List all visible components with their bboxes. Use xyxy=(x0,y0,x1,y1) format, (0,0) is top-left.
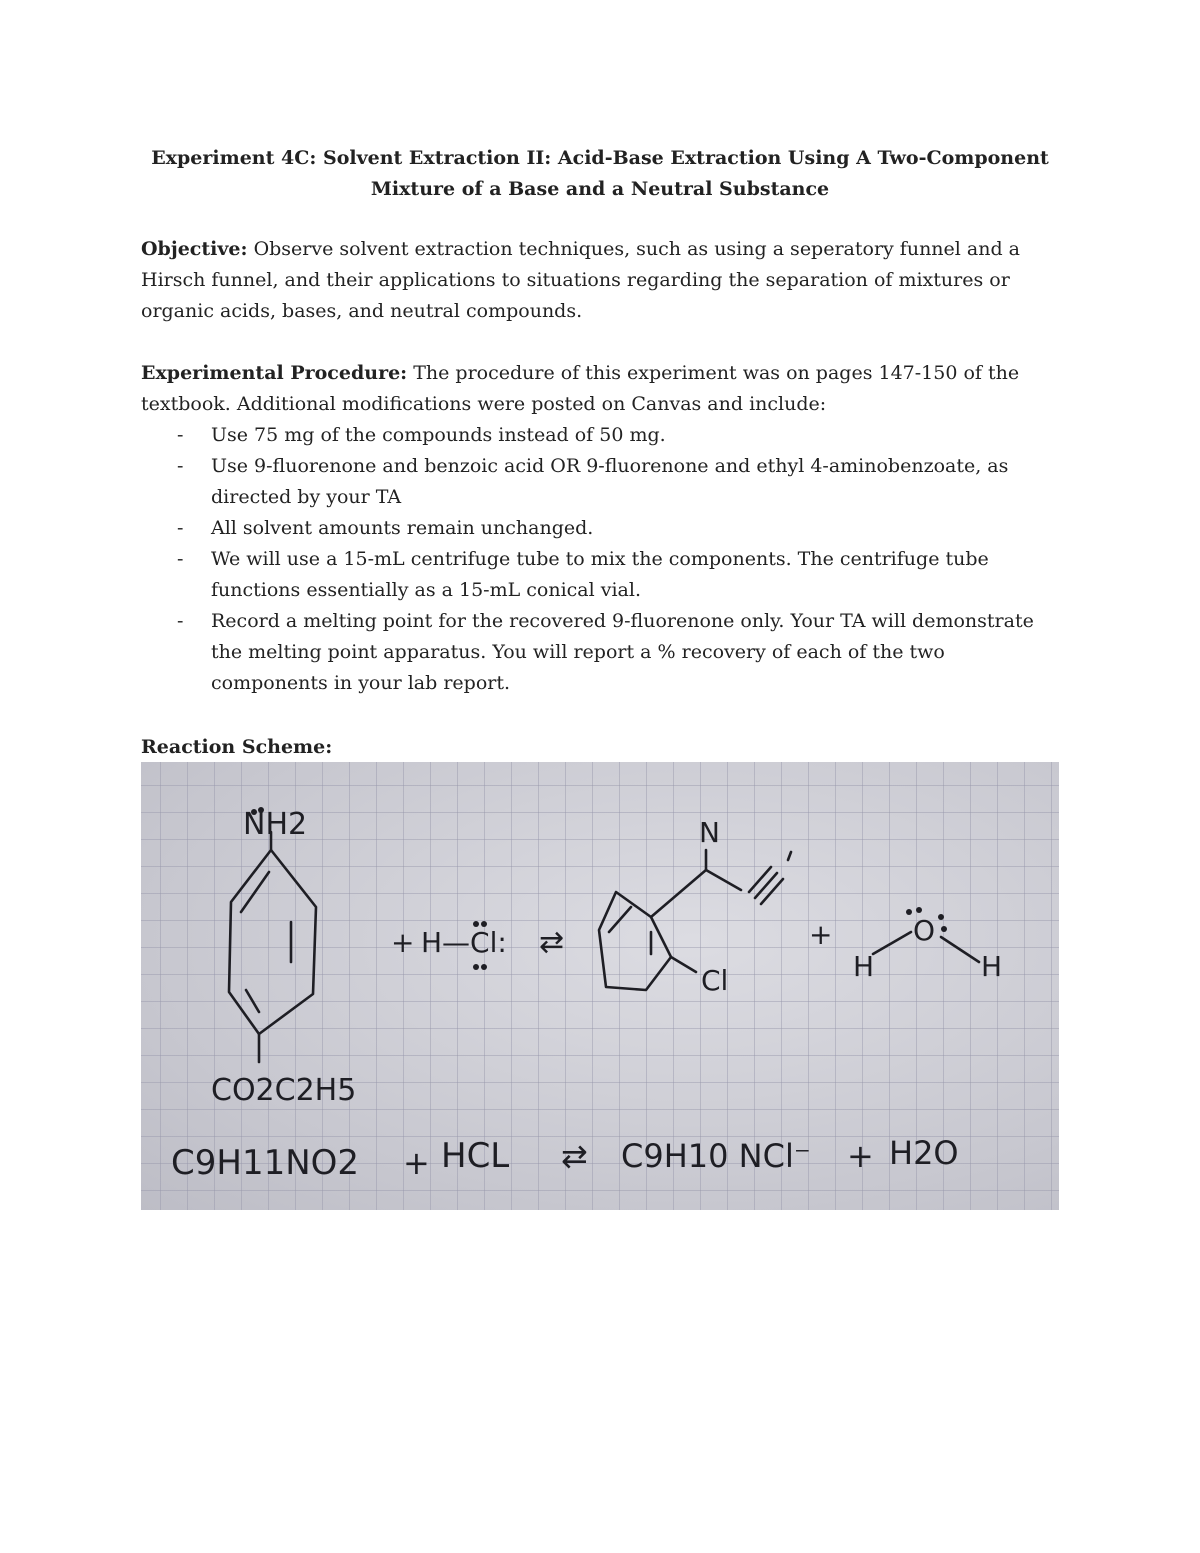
title-line-2: Mixture of a Base and a Neutral Substance xyxy=(370,178,830,200)
double-bond-line xyxy=(241,872,269,912)
bond-line xyxy=(788,852,791,860)
reaction-scheme-heading: Reaction Scheme: xyxy=(141,736,333,758)
plus-sign: + xyxy=(809,918,833,951)
formula-reactant: C9H11NO2 xyxy=(171,1143,360,1183)
oxygen-label: O xyxy=(913,914,936,947)
double-bond-line xyxy=(246,990,259,1012)
bond-line xyxy=(873,932,911,954)
list-item xyxy=(141,513,1066,544)
bullet-dash: - xyxy=(177,610,184,632)
hydrogen-label: H xyxy=(981,950,1003,983)
list-item-text: Use 9-fluorenone and benzoic acid OR 9-fluorenone and ethyl 4-aminobenzoate, as directed by your TA xyxy=(211,455,1009,508)
objective-paragraph xyxy=(141,234,1066,327)
formula-product: C9H10 NCl⁻ xyxy=(621,1137,811,1175)
procedure-label: Experimental Procedure: xyxy=(141,362,408,384)
hydrogen-label: H xyxy=(853,950,875,983)
formula-water: H2O xyxy=(889,1134,959,1172)
list-item xyxy=(141,451,1066,513)
bond-line xyxy=(651,870,741,917)
bullet-dash: - xyxy=(177,455,184,477)
formula-hcl: HCL xyxy=(441,1136,510,1176)
list-item-text: All solvent amounts remain unchanged. xyxy=(211,517,594,539)
reaction-scheme-drawing xyxy=(141,762,1059,1210)
lone-pair-dot xyxy=(938,914,944,920)
triple-bond-line xyxy=(755,873,777,898)
list-item-text: We will use a 15-mL centrifuge tube to mix the components. The centrifuge tube functions essentially as a 15-mL conical vial. xyxy=(211,548,989,601)
lone-pair-dot xyxy=(916,907,922,913)
objective-label: Objective: xyxy=(141,238,248,260)
list-item xyxy=(141,544,1066,606)
list-item-text: Record a melting point for the recovered 9-fluorenone only. Your TA will demonstrate the melting point apparatus. You will report a % recovery of each of the two components in your lab report. xyxy=(211,610,1034,694)
bullet-dash: - xyxy=(177,424,184,446)
plus-sign: + xyxy=(403,1144,430,1182)
procedure-paragraph xyxy=(141,358,1066,420)
equilibrium-arrow: ⇄ xyxy=(561,1137,588,1175)
reaction-scheme-photo xyxy=(141,762,1059,1210)
co2c2h5-label: CO2C2H5 xyxy=(211,1073,357,1108)
list-item-text: Use 75 mg of the compounds instead of 50 mg. xyxy=(211,424,666,446)
document-title xyxy=(140,143,1060,205)
bullet-dash: - xyxy=(177,548,184,570)
list-item xyxy=(141,420,1066,451)
lone-pair-dot xyxy=(941,926,947,932)
equilibrium-arrow: ⇄ xyxy=(539,925,565,960)
double-bond-line xyxy=(609,907,631,932)
benzene-ring-left xyxy=(229,850,316,1034)
benzene-ring-right xyxy=(599,892,671,990)
triple-bond-line xyxy=(761,879,783,904)
plus-sign: + xyxy=(847,1137,874,1175)
procedure-text: The procedure of this experiment was on pages 147-150 of the textbook. Additional modifications were posted on Canvas and include: xyxy=(141,362,1020,415)
triple-bond-line xyxy=(749,867,771,892)
bullet-dash: - xyxy=(177,517,184,539)
lone-pair-dot xyxy=(906,909,912,915)
nh2-label: NH2 xyxy=(243,807,308,842)
objective-text: Observe solvent extraction techniques, such as using a seperatory funnel and a Hirsch funnel, and their applications to situations regarding the separation of mixtures or organic acids, bases, and neutral compounds. xyxy=(141,238,1021,322)
modifications-list xyxy=(141,420,1066,699)
lone-pair-dot xyxy=(473,964,479,970)
h-cl-label: H—Cl: xyxy=(421,926,507,959)
bond-line xyxy=(941,937,979,962)
chlorine-label: Cl xyxy=(701,964,729,997)
bond-line xyxy=(671,957,696,972)
list-item xyxy=(141,606,1066,699)
title-line-1: Experiment 4C: Solvent Extraction II: Acid-Base Extraction Using A Two-Component xyxy=(151,147,1049,169)
nitrogen-label: N xyxy=(699,816,720,849)
lone-pair-dot xyxy=(481,964,487,970)
plus-sign: + xyxy=(391,926,415,959)
